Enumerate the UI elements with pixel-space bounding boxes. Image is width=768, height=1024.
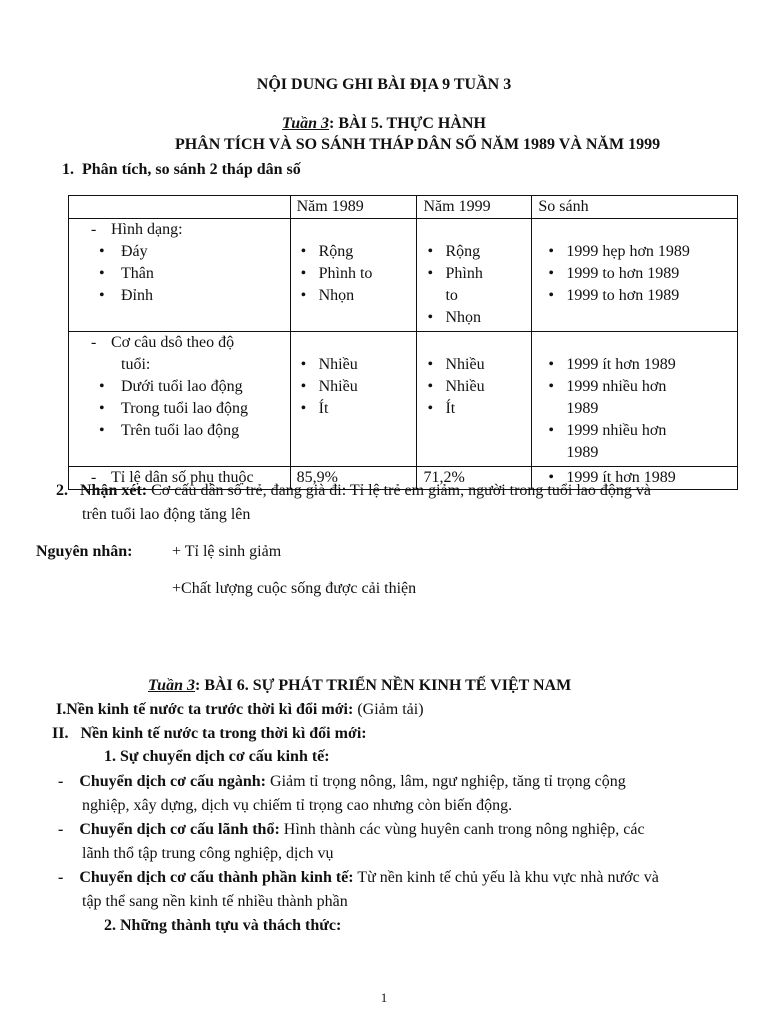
list-item: • Đỉnh xyxy=(69,285,290,307)
bullet-2-text-1: Hình thành các vùng huyên canh trong nông nghiệp, các xyxy=(279,821,645,838)
lesson5-head: : BÀI 5. THỰC HÀNH xyxy=(329,115,486,132)
bullet-1-line2: nghiệp, xây dựng, dịch vụ chiếm tỉ trọng cao nhưng còn biến động. xyxy=(82,797,513,814)
list-item: • Trong tuổi lao động xyxy=(69,398,290,420)
bullet-3-line2: tập thể sang nền kinh tế nhiều thành phần xyxy=(82,893,348,910)
section-1-number: I. xyxy=(56,701,67,718)
bullet-2-line2: lãnh thổ tập trung công nghiệp, dịch vụ xyxy=(82,845,334,862)
header-cell-compare: So sánh xyxy=(532,196,738,219)
dependency-label: Tỉ lệ dân số phụ thuộc xyxy=(111,469,254,486)
bullet-3-line1: - Chuyển dịch cơ cấu thành phần kinh tế: Từ nền kinh tế chủ yếu là khu vực nhà nước và xyxy=(58,869,659,886)
list-item: • Đáy xyxy=(69,241,290,263)
lesson6-week: Tuần 3 xyxy=(148,677,195,694)
subsection-1: 1. Sự chuyển dịch cơ cấu kinh tế: xyxy=(104,748,330,765)
lesson6-head: : BÀI 6. SỰ PHÁT TRIỂN NỀN KINH TẾ VIỆT NAM xyxy=(194,677,572,694)
item2-bold: Nhận xét: xyxy=(80,482,148,499)
list-item: 1989 xyxy=(566,400,599,417)
list-item: 1989 xyxy=(566,444,599,461)
list-item: • 1999 to hơn 1989 xyxy=(538,263,731,285)
list-item: • 1999 nhiều hơn xyxy=(538,420,731,442)
cause-2: +Chất lượng cuộc sống được cải thiện xyxy=(172,580,417,597)
list-item: • 1999 to hơn 1989 xyxy=(538,285,731,307)
item2-line1 xyxy=(56,482,651,500)
list-item: • 1999 ít hơn 1989 xyxy=(538,354,731,376)
lesson5-item1 xyxy=(62,161,301,179)
page-number: 1 xyxy=(380,990,388,1005)
row-shape-1999 xyxy=(417,219,532,332)
list-item: • 1999 hẹp hơn 1989 xyxy=(538,241,731,263)
list-item: • Phình xyxy=(423,263,525,285)
lesson5-subtitle: PHÂN TÍCH VÀ SO SÁNH THÁP DÂN SỐ NĂM 1989 VÀ NĂM 1999 xyxy=(175,136,661,153)
lesson5-week: Tuần 3 xyxy=(282,115,330,132)
subsection-2: 2. Những thành tựu và thách thức: xyxy=(104,917,342,934)
row-age-compare xyxy=(532,332,738,467)
list-item: • Nhiều xyxy=(297,354,411,376)
age-label-1: Cơ câu dsô theo độ xyxy=(111,334,235,351)
list-item: • Nhọn xyxy=(297,285,411,307)
item2-text-1: Cơ cấu dân số trẻ, đang già đi: Tỉ lệ trẻ em giảm, người trong tuổi lao động và xyxy=(147,482,651,499)
list-item: • Nhọn xyxy=(423,307,525,329)
header-cell-empty xyxy=(69,196,291,219)
row-age-1999 xyxy=(417,332,532,467)
item2-line2: trên tuổi lao động tăng lên xyxy=(82,506,251,523)
bullet-3-bold: Chuyển dịch cơ cấu thành phần kinh tế: xyxy=(79,869,354,886)
list-item: • Rộng xyxy=(423,241,525,263)
cause-label: Nguyên nhân: xyxy=(36,543,133,560)
row-shape-label xyxy=(69,219,291,332)
table-row-age-structure xyxy=(69,332,738,467)
row-dependency-1999: 71,2% xyxy=(417,467,532,490)
bullet-2-line1: - Chuyển dịch cơ cấu lãnh thổ: Hình thành các vùng huyên canh trong nông nghiệp, các xyxy=(58,821,645,838)
shape-label: Hình dạng: xyxy=(111,221,183,238)
table-header-row xyxy=(69,196,738,219)
item1-number: 1. xyxy=(62,161,74,178)
list-item: • Nhiều xyxy=(423,354,525,376)
section-1-text: (Giảm tải) xyxy=(353,701,424,718)
section-1-bold: Nền kinh tế nước ta trước thời kì đổi mới: xyxy=(66,701,354,718)
row-age-1989 xyxy=(290,332,417,467)
section-1 xyxy=(56,701,424,719)
bullet-3-text-1: Từ nền kinh tế chủ yếu là khu vực nhà nước và xyxy=(353,869,659,886)
row-shape-1989 xyxy=(290,219,417,332)
section-2-bold: Nền kinh tế nước ta trong thời kì đổi mới: xyxy=(80,725,367,742)
row-dependency-1989: 85,9% xyxy=(290,467,417,490)
table-row-shape xyxy=(69,219,738,332)
section-2-number: II. xyxy=(52,725,69,742)
age-label-2: tuổi: xyxy=(121,356,151,373)
lesson6-heading xyxy=(148,677,571,695)
page-title: NỘI DUNG GHI BÀI ĐỊA 9 TUẦN 3 xyxy=(256,76,512,93)
header-cell-1989: Năm 1989 xyxy=(290,196,417,219)
cause-1: + Tỉ lệ sinh giảm xyxy=(172,543,282,560)
bullet-1-text-1: Giảm tỉ trọng nông, lâm, ngư nghiệp, tăng tỉ trọng cộng xyxy=(266,773,626,790)
header-cell-1999: Năm 1999 xyxy=(417,196,532,219)
bullet-2-bold: Chuyển dịch cơ cấu lãnh thổ: xyxy=(79,821,280,838)
list-item: • Nhiều xyxy=(297,376,411,398)
list-item: • Phình to xyxy=(297,263,411,285)
list-item: • 1999 nhiều hơn xyxy=(538,376,731,398)
list-item: to xyxy=(445,287,458,304)
row-shape-compare xyxy=(532,219,738,332)
pyramid-comparison-table xyxy=(68,195,738,490)
list-item: • Ít xyxy=(297,398,411,420)
list-item: • Trên tuổi lao động xyxy=(69,420,290,442)
list-item: • 1999 ít hơn 1989 xyxy=(538,467,731,489)
list-item: • Thân xyxy=(69,263,290,285)
list-item: • Rộng xyxy=(297,241,411,263)
list-item: • Nhiều xyxy=(423,376,525,398)
lesson5-heading xyxy=(0,115,768,133)
section-2 xyxy=(52,725,367,743)
list-item: • Ít xyxy=(423,398,525,420)
bullet-1-bold: Chuyển dịch cơ cấu ngành: xyxy=(79,773,267,790)
item2-number: 2. xyxy=(56,482,68,499)
bullet-1-line1: - Chuyển dịch cơ cấu ngành: Giảm tỉ trọng nông, lâm, ngư nghiệp, tăng tỉ trọng cộng xyxy=(58,773,626,790)
list-item: • Dưới tuổi lao động xyxy=(69,376,290,398)
item1-text: Phân tích, so sánh 2 tháp dân số xyxy=(82,161,301,178)
row-age-label xyxy=(69,332,291,467)
